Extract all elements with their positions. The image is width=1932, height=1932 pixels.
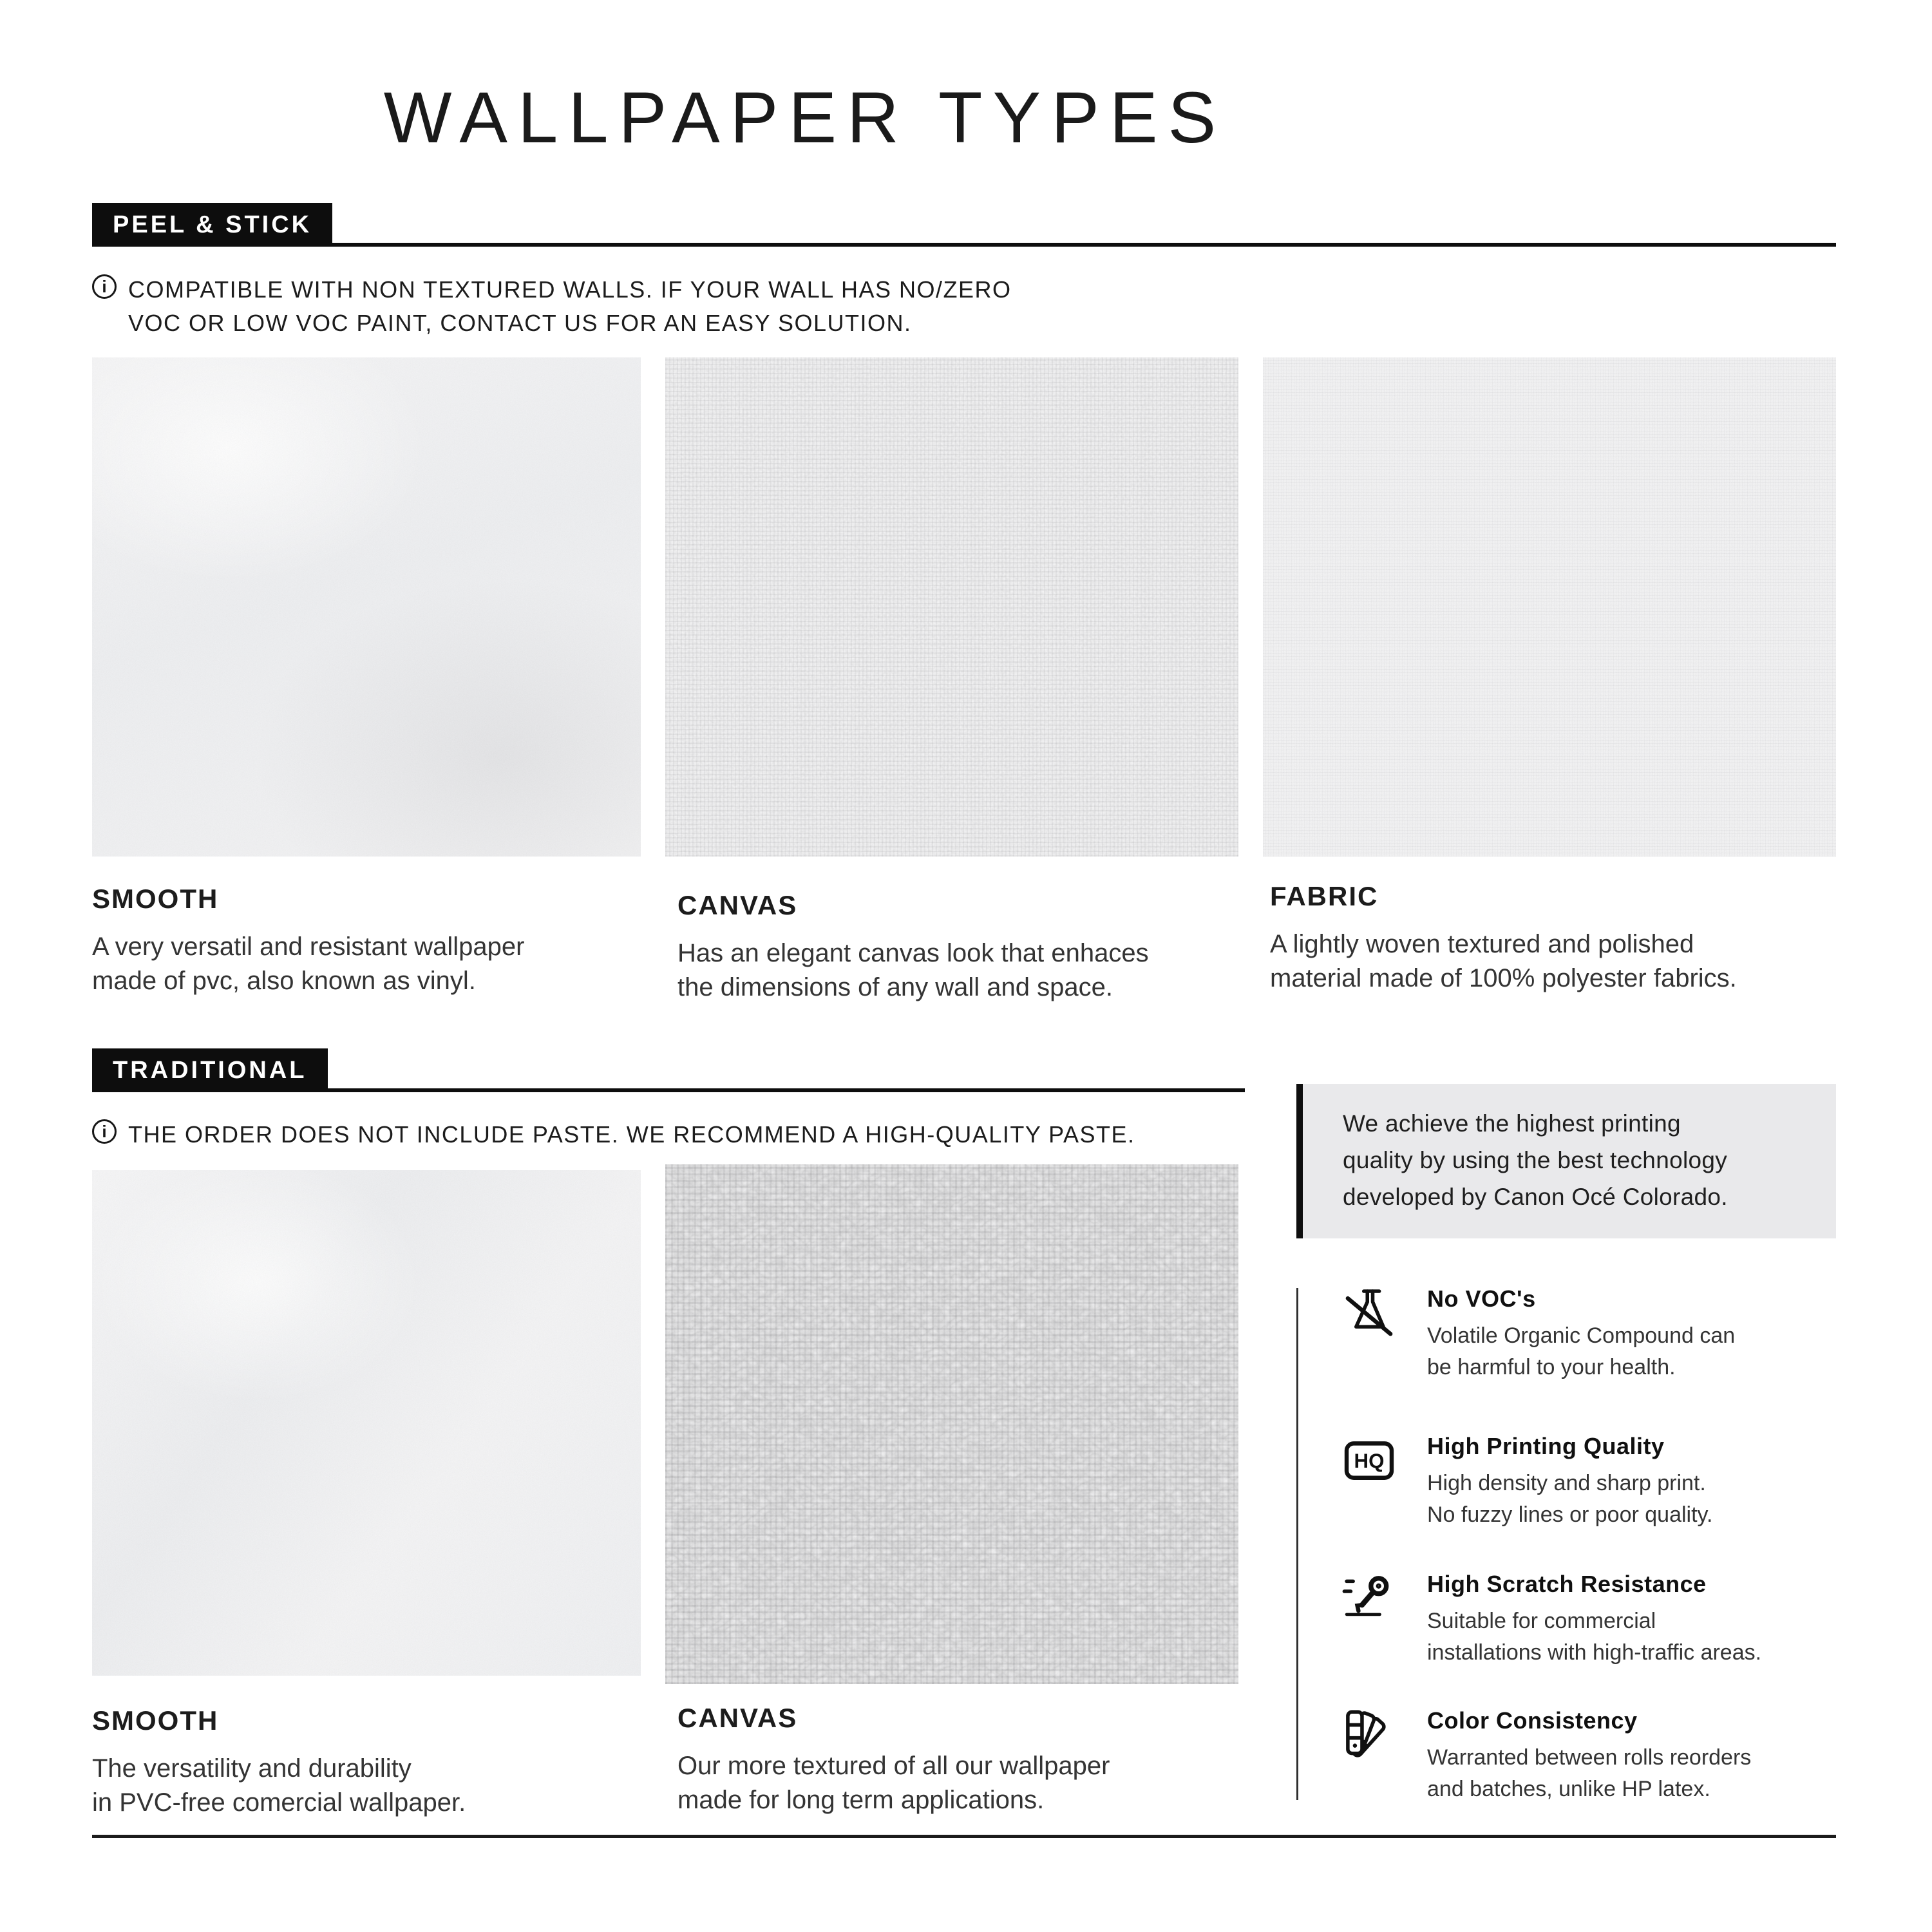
feature-title: High Printing Quality	[1427, 1433, 1665, 1459]
feature-high-printing-quality	[1340, 1433, 1848, 1531]
swatch-description	[677, 1749, 1257, 1817]
desc-line: The versatility and durability	[92, 1754, 412, 1783]
swatch-name: CANVAS	[677, 890, 798, 920]
feature-text	[1427, 1285, 1735, 1384]
desc-line: Has an elegant canvas look that enhaces	[677, 939, 1149, 967]
no-voc-flask-icon	[1340, 1282, 1399, 1346]
feature-text	[1427, 1571, 1761, 1669]
swatch-description	[92, 1752, 652, 1820]
note-line: COMPATIBLE WITH NON TEXTURED WALLS. IF YOUR WALL HAS NO/ZERO	[128, 276, 1012, 303]
feature-no-voc	[1340, 1285, 1848, 1384]
paper-noise-texture	[92, 357, 641, 857]
peel-stick-canvas-caption	[677, 890, 1257, 1005]
note-line: THE ORDER DOES NOT INCLUDE PASTE. WE RECOMMEND A HIGH-QUALITY PASTE.	[128, 1121, 1135, 1148]
info-icon: i	[92, 1119, 117, 1144]
paper-noise-texture	[92, 1170, 641, 1676]
desc-line: Volatile Organic Compound can	[1427, 1323, 1736, 1348]
swatch-description	[92, 930, 652, 998]
peel-stick-note	[92, 273, 1012, 340]
canvas-weave-texture	[665, 357, 1238, 857]
feature-description	[1427, 1605, 1761, 1669]
color-swatches-icon	[1340, 1703, 1399, 1768]
traditional-canvas-caption	[677, 1703, 1257, 1817]
page-title: WALLPAPER TYPES	[383, 77, 1227, 158]
desc-line: No fuzzy lines or poor quality.	[1427, 1502, 1713, 1528]
swatch-name: SMOOTH	[92, 1705, 219, 1736]
desc-line: Warranted between rolls reorders	[1427, 1745, 1752, 1770]
peel-stick-fabric-swatch	[1263, 357, 1836, 857]
swatch-description	[1270, 927, 1850, 996]
callout-line: developed by Canon Océ Colorado.	[1343, 1183, 1728, 1210]
desc-line: material made of 100% polyester fabrics.	[1270, 964, 1737, 993]
peel-stick-canvas-swatch	[665, 357, 1238, 857]
feature-text	[1427, 1433, 1712, 1531]
traditional-smooth-caption	[92, 1705, 652, 1820]
callout-line: We achieve the highest printing	[1343, 1110, 1681, 1137]
desc-line: Our more textured of all our wallpaper	[677, 1752, 1110, 1780]
hq-badge-icon	[1340, 1429, 1399, 1493]
desc-line: in PVC-free comercial wallpaper.	[92, 1788, 466, 1817]
feature-color-consistency	[1340, 1707, 1848, 1806]
traditional-section-header	[92, 1048, 1245, 1092]
traditional-label: TRADITIONAL	[92, 1048, 328, 1092]
desc-line: made for long term applications.	[677, 1786, 1045, 1815]
traditional-note-text	[128, 1118, 1135, 1151]
traditional-note	[92, 1118, 1135, 1151]
peel-stick-section-header	[92, 203, 1836, 247]
bottom-divider-line	[92, 1835, 1836, 1838]
desc-line: A very versatil and resistant wallpaper	[92, 933, 525, 961]
feature-description	[1427, 1320, 1735, 1384]
desc-line: made of pvc, also known as vinyl.	[92, 967, 476, 996]
swatch-name: CANVAS	[677, 1703, 798, 1733]
fabric-linen-texture	[1263, 357, 1836, 857]
swatch-name: SMOOTH	[92, 884, 219, 914]
desc-line: Suitable for commercial	[1427, 1609, 1656, 1633]
scratch-key-icon	[1340, 1567, 1399, 1631]
feature-description	[1427, 1742, 1751, 1806]
feature-high-scratch-resistance	[1340, 1571, 1848, 1669]
feature-title: High Scratch Resistance	[1427, 1571, 1707, 1597]
swatch-description	[677, 936, 1257, 1005]
info-icon: i	[92, 274, 117, 299]
peel-stick-divider-line	[92, 243, 1836, 247]
peel-stick-smooth-caption	[92, 884, 652, 998]
callout-line: quality by using the best technology	[1343, 1146, 1728, 1173]
svg-text:HQ: HQ	[1354, 1450, 1385, 1473]
printing-quality-callout	[1296, 1084, 1836, 1238]
feature-title: Color Consistency	[1427, 1707, 1638, 1734]
note-line: VOC OR LOW VOC PAINT, CONTACT US FOR AN EASY SOLUTION.	[128, 310, 912, 337]
desc-line: High density and sharp print.	[1427, 1471, 1706, 1495]
feature-text	[1427, 1707, 1751, 1806]
traditional-smooth-swatch	[92, 1170, 641, 1676]
desc-line: installations with high-traffic areas.	[1427, 1640, 1762, 1665]
peel-stick-smooth-swatch	[92, 357, 641, 857]
features-vertical-line	[1296, 1288, 1298, 1800]
peel-stick-note-text	[128, 273, 1012, 340]
desc-line: be harmful to your health.	[1427, 1355, 1676, 1380]
swatch-name: FABRIC	[1270, 881, 1379, 911]
peel-stick-fabric-caption	[1270, 881, 1850, 996]
desc-line: the dimensions of any wall and space.	[677, 973, 1113, 1002]
desc-line: and batches, unlike HP latex.	[1427, 1777, 1710, 1802]
feature-title: No VOC's	[1427, 1285, 1536, 1312]
burlap-weave-texture	[665, 1164, 1238, 1684]
feature-description	[1427, 1468, 1712, 1531]
peel-stick-label: PEEL & STICK	[92, 203, 332, 247]
traditional-canvas-swatch	[665, 1164, 1238, 1684]
desc-line: A lightly woven textured and polished	[1270, 930, 1694, 958]
